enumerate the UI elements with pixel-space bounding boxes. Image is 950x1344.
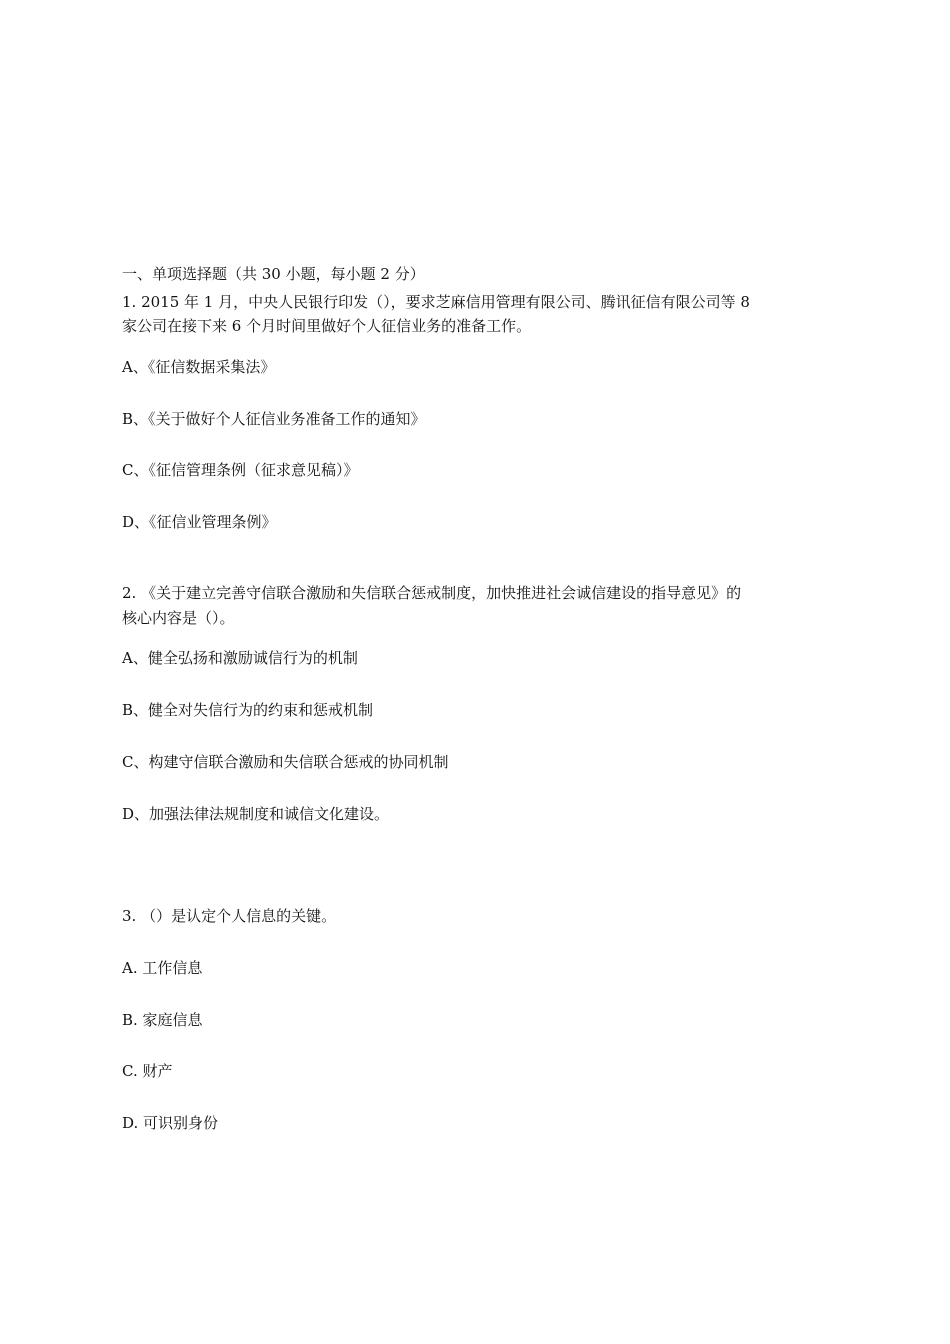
question-1-stem-line-2: 家公司在接下来 6 个月时间里做好个人征信业务的准备工作。 bbox=[122, 317, 532, 335]
question-2-option-a: A、健全弘扬和激励诚信行为的机制 bbox=[122, 649, 358, 667]
section-title: 一、单项选择题（共 30 小题，每小题 2 分） bbox=[122, 265, 425, 283]
question-3-stem-line-1: 3. （）是认定个人信息的关键。 bbox=[122, 907, 337, 925]
question-3-option-d: D. 可识别身份 bbox=[122, 1114, 219, 1132]
question-1-option-d: D、《征信业管理条例》 bbox=[122, 513, 277, 531]
question-2-option-d: D、加强法律法规制度和诚信文化建设。 bbox=[122, 805, 390, 823]
question-2-stem-line-2: 核心内容是（）。 bbox=[122, 609, 235, 627]
question-1-option-c: C、《征信管理条例（征求意见稿）》 bbox=[122, 461, 359, 479]
question-3-option-b: B. 家庭信息 bbox=[122, 1011, 203, 1029]
question-3-option-c: C. 财产 bbox=[122, 1062, 173, 1080]
question-2-stem-line-1: 2. 《关于建立完善守信联合激励和失信联合惩戒制度，加快推进社会诚信建设的指导意见》的 bbox=[122, 584, 742, 602]
question-2-option-c: C、构建守信联合激励和失信联合惩戒的协同机制 bbox=[122, 753, 449, 771]
question-3-option-a: A. 工作信息 bbox=[122, 959, 203, 977]
question-1-stem-line-1: 1. 2015 年 1 月，中央人民银行印发（），要求芝麻信用管理有限公司、腾讯征信有限公司等 8 bbox=[122, 293, 750, 311]
question-1-option-a: A、《征信数据采集法》 bbox=[122, 358, 276, 376]
question-1-option-b: B、《关于做好个人征信业务准备工作的通知》 bbox=[122, 410, 426, 428]
question-2-option-b: B、健全对失信行为的约束和惩戒机制 bbox=[122, 701, 374, 719]
